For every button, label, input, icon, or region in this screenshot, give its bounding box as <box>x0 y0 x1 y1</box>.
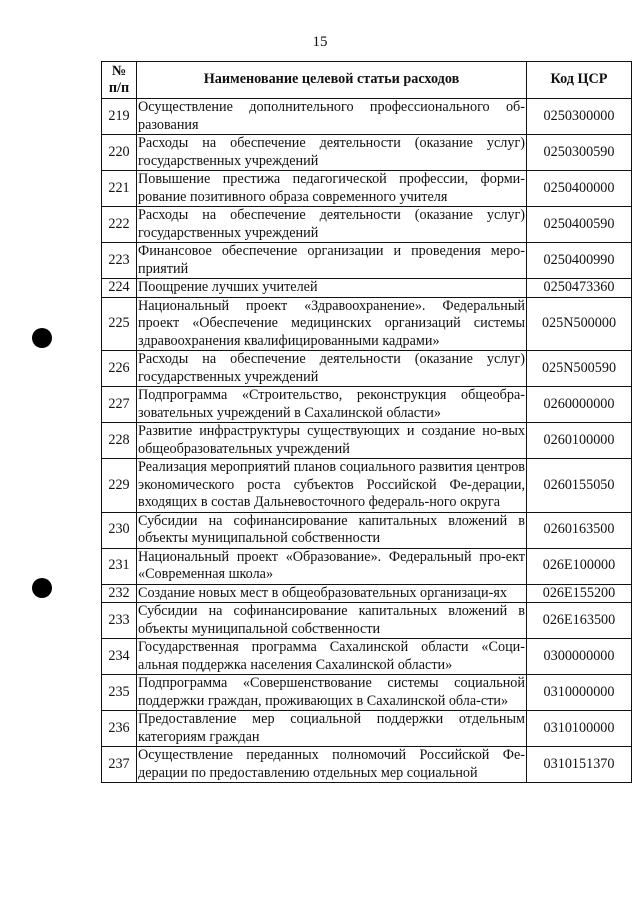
csr-code-cell: 026E100000 <box>527 548 632 584</box>
table-row <box>102 675 632 711</box>
header-expense-name: Наименование целевой статьи расходов <box>137 62 527 99</box>
row-number-cell: 230 <box>102 512 137 548</box>
csr-code-cell: 0250300000 <box>527 99 632 135</box>
csr-code-cell: 0250473360 <box>527 279 632 298</box>
csr-code-cell: 0260100000 <box>527 423 632 459</box>
table-row <box>102 584 632 603</box>
expense-name-cell: Осуществление переданных полномочий Российской Фе-дерации по предоставлению отдельных мер социальной <box>138 747 525 781</box>
expense-name-cell: Расходы на обеспечение деятельности (оказание услуг) государственных учреждений <box>138 135 525 169</box>
table-row <box>102 459 632 513</box>
row-number-cell: 221 <box>102 171 137 207</box>
expense-name-cell: Подпрограмма «Строительство, реконструкция общеобра-зовательных учреждений в Сахалинской области» <box>138 387 525 421</box>
table-row <box>102 639 632 675</box>
expense-name-cell: Подпрограмма «Совершенствование системы социальной поддержки граждан, проживающих в Сахалинской обла-сти» <box>138 675 525 709</box>
expense-name-cell: Государственная программа Сахалинской области «Соци-альная поддержка населения Сахалинской области» <box>138 639 525 673</box>
row-number-cell: 234 <box>102 639 137 675</box>
table-row <box>102 423 632 459</box>
csr-code-cell: 0250400590 <box>527 207 632 243</box>
csr-code-cell: 0310151370 <box>527 747 632 783</box>
table-row <box>102 711 632 747</box>
row-number-cell: 220 <box>102 135 137 171</box>
table-row <box>102 243 632 279</box>
expense-name-cell: Развитие инфраструктуры существующих и создание но-вых общеобразовательных учреждений <box>138 423 525 457</box>
punch-hole-mark <box>32 328 52 348</box>
row-number-cell: 237 <box>102 747 137 783</box>
budget-classification-table <box>101 61 632 783</box>
expense-name-cell: Предоставление мер социальной поддержки отдельным категориям граждан <box>138 711 525 745</box>
expense-name-cell: Поощрение лучших учителей <box>137 279 527 298</box>
csr-code-cell: 0310000000 <box>527 675 632 711</box>
header-row-number <box>102 62 137 99</box>
row-number-cell: 226 <box>102 351 137 387</box>
header-csr-code: Код ЦСР <box>527 62 632 99</box>
csr-code-cell: 0260163500 <box>527 512 632 548</box>
csr-code-cell: 025N500000 <box>527 297 632 351</box>
row-number-cell: 236 <box>102 711 137 747</box>
row-number-cell: 222 <box>102 207 137 243</box>
expense-name-cell: Повышение престижа педагогической профессии, форми-рование позитивного образа современного учителя <box>138 171 525 205</box>
csr-code-cell: 0300000000 <box>527 639 632 675</box>
csr-code-cell: 0250400000 <box>527 171 632 207</box>
expense-name-cell: Национальный проект «Здравоохранение». Федеральный проект «Обеспечение медицинских организаций системы здравоохранения квалифицированными кадрами» <box>138 297 525 349</box>
row-number-cell: 219 <box>102 99 137 135</box>
table-row <box>102 387 632 423</box>
table-row <box>102 171 632 207</box>
csr-code-cell: 025N500590 <box>527 351 632 387</box>
expense-name-cell: Финансовое обеспечение организации и проведения меро-приятий <box>138 243 525 277</box>
table-row <box>102 207 632 243</box>
row-number-cell: 223 <box>102 243 137 279</box>
row-number-cell: 228 <box>102 423 137 459</box>
table-row <box>102 279 632 298</box>
table-header-row <box>102 62 632 99</box>
row-number-cell: 225 <box>102 297 137 351</box>
csr-code-cell: 0310100000 <box>527 711 632 747</box>
csr-code-cell: 0250300590 <box>527 135 632 171</box>
expense-name-cell: Расходы на обеспечение деятельности (оказание услуг) государственных учреждений <box>138 351 525 385</box>
table-row <box>102 747 632 783</box>
row-number-cell: 233 <box>102 603 137 639</box>
header-num-symbol: № <box>111 62 127 79</box>
expense-name-cell: Реализация мероприятий планов социального развития центров экономического роста субъектов Российской Фе-дерации, входящих в состав Дальневосточного федераль-ного округа <box>138 459 525 510</box>
page-number: 15 <box>312 34 328 50</box>
csr-code-cell: 0250400990 <box>527 243 632 279</box>
expense-name-cell: Субсидии на софинансирование капитальных вложений в объекты муниципальной собственности <box>138 603 525 637</box>
row-number-cell: 232 <box>102 584 137 603</box>
table-row <box>102 99 632 135</box>
row-number-cell: 229 <box>102 459 137 513</box>
punch-hole-mark <box>32 578 52 598</box>
table-row <box>102 297 632 351</box>
expense-name-cell: Создание новых мест в общеобразовательных организаци-ях <box>137 584 527 603</box>
table-row <box>102 351 632 387</box>
table-row <box>102 603 632 639</box>
row-number-cell: 235 <box>102 675 137 711</box>
header-num-abbrev: п/п <box>108 80 130 96</box>
csr-code-cell: 0260155050 <box>527 459 632 513</box>
table-row <box>102 135 632 171</box>
row-number-cell: 224 <box>102 279 137 298</box>
expense-name-cell: Осуществление дополнительного профессионального об-разования <box>138 99 525 133</box>
expense-name-cell: Расходы на обеспечение деятельности (оказание услуг) государственных учреждений <box>138 207 525 241</box>
csr-code-cell: 026E163500 <box>527 603 632 639</box>
row-number-cell: 231 <box>102 548 137 584</box>
table-row <box>102 548 632 584</box>
expense-name-cell: Национальный проект «Образование». Федеральный про-ект «Современная школа» <box>138 548 525 582</box>
expense-name-cell: Субсидии на софинансирование капитальных вложений в объекты муниципальной собственности <box>138 512 525 546</box>
row-number-cell: 227 <box>102 387 137 423</box>
table-row <box>102 512 632 548</box>
csr-code-cell: 026E155200 <box>527 584 632 603</box>
csr-code-cell: 0260000000 <box>527 387 632 423</box>
